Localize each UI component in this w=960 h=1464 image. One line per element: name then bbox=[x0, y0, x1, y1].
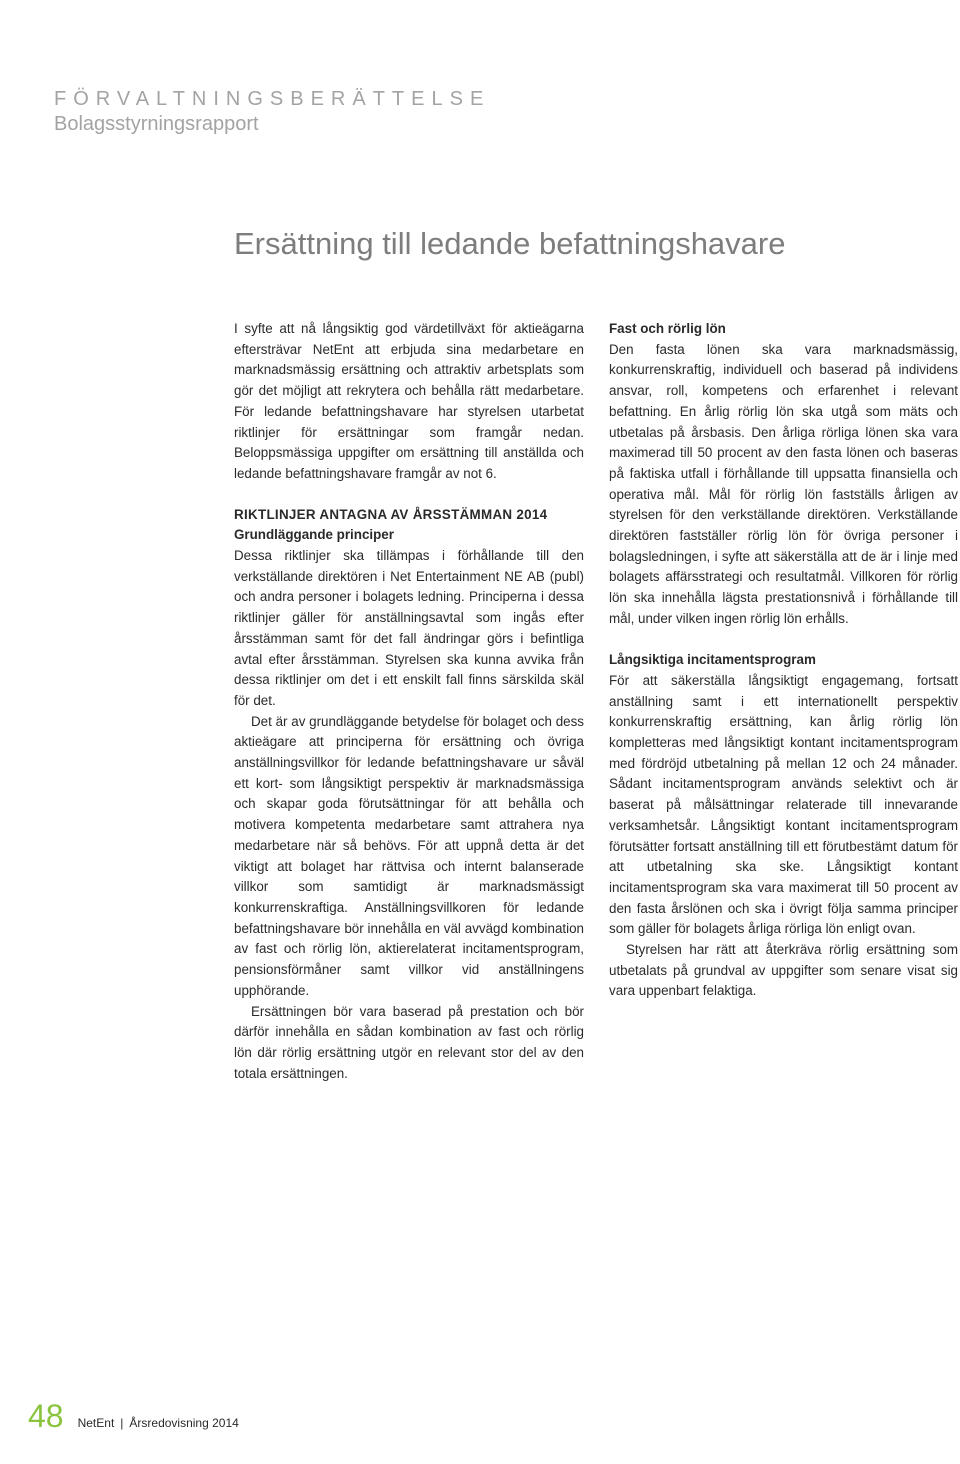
incentive-program-heading: Långsiktiga incitamentsprogram bbox=[609, 652, 816, 668]
footer-separator: | bbox=[120, 1416, 124, 1430]
page-number: 48 bbox=[28, 1398, 64, 1434]
fixed-variable-salary-heading: Fast och rörlig lön bbox=[609, 321, 726, 336]
section-subtitle: Bolagsstyrningsrapport bbox=[54, 113, 259, 135]
guidelines-heading: RIKTLINJER ANTAGNA AV ÅRSSTÄMMAN 2014 bbox=[234, 506, 548, 522]
footer-report-title: Årsredovisning 2014 bbox=[129, 1416, 239, 1430]
principles-subheading: Grundläggande principer bbox=[234, 527, 394, 543]
body-paragraph: Styrelsen har rätt att återkräva rörlig ersättning som utbetalats på grundval av uppgifter som senare visat sig vara uppenbart felaktiga. bbox=[609, 942, 958, 999]
section-label: FÖRVALTNINGSBERÄTTELSE bbox=[54, 88, 491, 110]
right-column bbox=[609, 319, 958, 1002]
body-paragraph: Ersättningen bör vara baserad på prestation och bör därför innehålla en sådan kombination av fast och rörlig lön där rörlig ersättning utgör en relevant stor del av den totala ersättningen. bbox=[234, 1003, 584, 1081]
page-footer bbox=[28, 1398, 239, 1435]
page-title: Ersättning till ledande befattningshavare bbox=[234, 226, 786, 261]
body-paragraph: För att säkerställa långsiktigt engagemang, fortsatt anställning samt i ett internationellt perspektiv konkurrenskraftig ersättning, kan årlig rörlig lön kompletteras med långsiktigt kontant incitamentsprogram med fördröjd utbetalning på mellan 12 och 24 månader. Sådant incitamentsprogram används selektivt och är baserat på målsättningar relaterade till innevarande verksamhetsår. Långsiktigt kontant incitamentsprogram förutsätter fortsatt anställning till ett förutbestämt datum för att utbetalning ska ske. Långsiktigt kontant incitamentsprogram ska vara maximerat till 50 procent av den fasta årslönen och ska i övrigt följa samma principer som gäller för bolagets årliga rörliga lön enligt ovan. bbox=[609, 672, 958, 937]
body-paragraph: Dessa riktlinjer ska tillämpas i förhållande till den verkställande direktören i Net Entertainment NE AB (publ) och andra personer i bolagets ledning. Principerna i dessa riktlinjer gäller för anställningsavtal som ingås efter årsstämman samt för det fall ändringar görs i befintliga avtal efter årsstämman. Styrelsen ska kunna avvika från dessa riktlinjer om det i ett enskilt fall finns särskilda skäl för det. bbox=[234, 548, 584, 708]
left-column bbox=[234, 319, 584, 1084]
intro-paragraph: I syfte att nå långsiktig god värdetillväxt för aktieägarna eftersträvar NetEnt att erbjuda sina medarbetare en marknadsmässig ersättning och attraktiv arbetsplats som gör det möjligt att rekrytera och behålla rätt medarbetare. För ledande befattningshavare har styrelsen utarbetat riktlinjer för ersättningar som framgår nedan. Beloppsmässiga uppgifter om ersättning till anställda och ledande befattningshavare framgår av not 6. bbox=[234, 321, 584, 481]
body-paragraph: Den fasta lönen ska vara marknadsmässig, konkurrenskraftig, individuell och baserad på individens ansvar, roll, kompetens och erfarenhet i relevant befattning. En årlig rörlig lön ska utgå som mäts och utbetalas på årsbasis. Den årliga rörliga lönen ska vara maximerad till 50 procent av den fasta lönen och baseras på faktiska utfall i förhållande till uppsatta finansiella och operativa mål. Mål för rörlig lön fastställs årligen av styrelsen för den verkställande direktören. Verkställande direktören fastställer rörlig lön för övriga personer i bolagsledningen, i syfte att säkerställa att de är i linje med bolagets affärsstrategi och resultatmål. Villkoren för rörlig lön ska innehålla lägsta prestationsnivå i förhållande till mål, under vilken ingen rörlig lön erhålls. bbox=[609, 341, 958, 626]
footer-company: NetEnt bbox=[77, 1416, 115, 1430]
body-paragraph: Det är av grundläggande betydelse för bolaget och dess aktieägare att principerna för ersättning och övriga anställningsvillkor för ledande befattningshavare ur såväl ett kort- som långsiktigt perspektiv är marknadsmässiga och skapar goda förutsättningar för att behålla och motivera kompetenta medarbetare samt attrahera nya medarbetare när så behövs. För att uppnå detta är det viktigt att bolaget har rättvisa och internt balanserade villkor som samtidigt är marknadsmässigt konkurrenskraftiga. Anställningsvillkoren för ledande befattningshavare bör innehålla en väl avvägd kombination av fast och rörlig lön, aktierelaterat incitamentsprogram, pensionsförmåner samt villkor vid anställningens upphörande. bbox=[234, 713, 584, 998]
